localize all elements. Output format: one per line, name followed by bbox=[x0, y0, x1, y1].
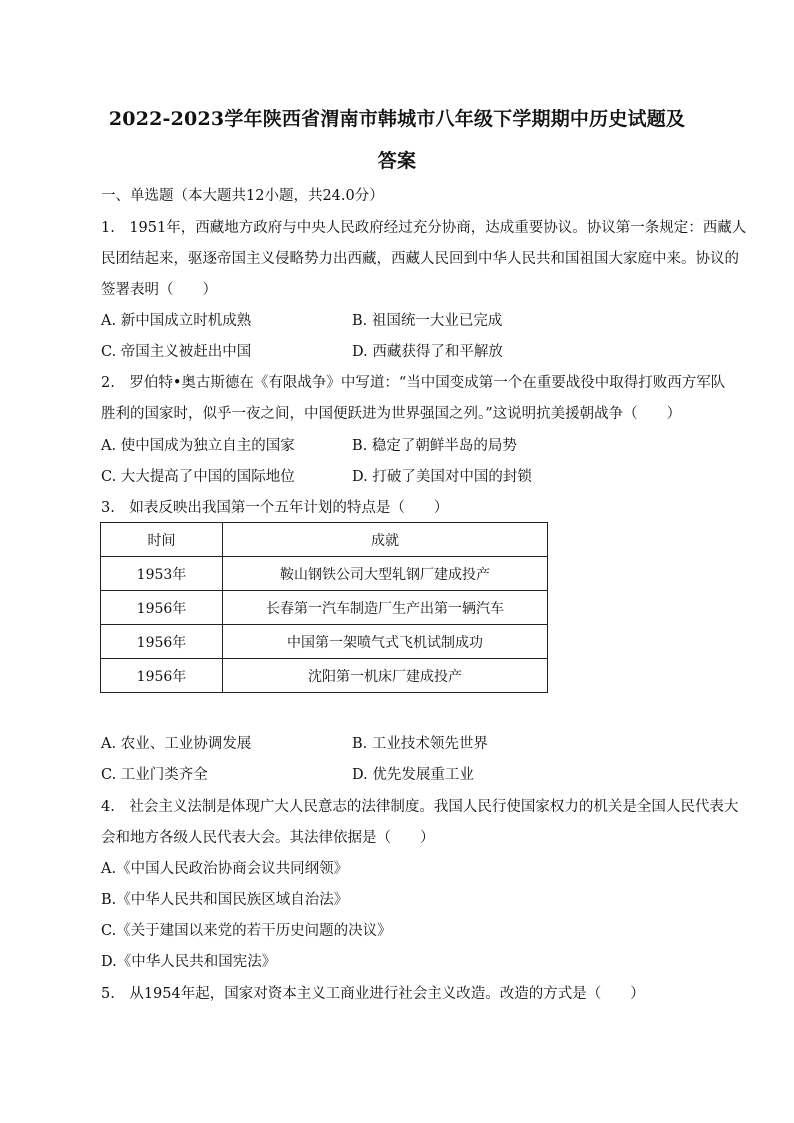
q4-stem-line2: 会和地方各级人民代表大会。其法律依据是（ ） bbox=[101, 830, 435, 846]
q3-option-a: A. 农业、工业协调发展 bbox=[101, 736, 252, 752]
doc-title-line1: 2022-2023学年陕西省渭南市韩城市八年级下学期期中历史试题及 bbox=[108, 108, 686, 130]
table-row bbox=[101, 557, 548, 591]
q1-stem-line1: 1. 1951年，西藏地方政府与中央人民政府经过充分协商，达成重要协议。协议第一条规定：西藏人 bbox=[101, 220, 747, 236]
table-cell: 沈阳第一机床厂建成投产 bbox=[223, 659, 548, 693]
table-row bbox=[101, 659, 548, 693]
q3-option-b: B. 工业技术领先世界 bbox=[352, 736, 488, 752]
q1-option-d: D. 西藏获得了和平解放 bbox=[352, 344, 503, 360]
table-cell: 中国第一架喷气式飞机试制成功 bbox=[223, 625, 548, 659]
q2-option-d: D. 打破了美国对中国的封锁 bbox=[352, 469, 532, 485]
q2-option-b: B. 稳定了朝鲜半岛的局势 bbox=[352, 438, 517, 454]
q3-option-c: C. 工业门类齐全 bbox=[101, 767, 208, 783]
table-cell: 1956年 bbox=[101, 591, 223, 625]
q2-option-c: C. 大大提高了中国的国际地位 bbox=[101, 469, 295, 485]
q1-option-a: A. 新中国成立时机成熟 bbox=[101, 313, 252, 329]
table-header-cell: 成就 bbox=[223, 523, 548, 557]
table-header-cell: 时间 bbox=[101, 523, 223, 557]
table-row bbox=[101, 591, 548, 625]
q3-option-d: D. 优先发展重工业 bbox=[352, 767, 474, 783]
table-header-row bbox=[101, 523, 548, 557]
q4-option-c: C.《关于建国以来党的若干历史问题的决议》 bbox=[101, 923, 392, 939]
q2-option-a: A. 使中国成为独立自主的国家 bbox=[101, 438, 295, 454]
q4-option-d: D.《中华人民共和国宪法》 bbox=[101, 954, 277, 970]
q1-option-c: C. 帝国主义被赶出中国 bbox=[101, 344, 252, 360]
table-cell: 1956年 bbox=[101, 659, 223, 693]
q3-stem: 3. 如表反映出我国第一个五年计划的特点是（ ） bbox=[101, 500, 449, 516]
q5-stem: 5. 从1954年起，国家对资本主义工商业进行社会主义改造。改造的方式是（ ） bbox=[101, 986, 645, 1002]
q2-stem-line2: 胜利的国家时，似乎一夜之间，中国便跃进为世界强国之列。”这说明抗美援朝战争（ ） bbox=[101, 406, 682, 422]
section-heading: 一、单选题（本大题共12小题，共24.0分） bbox=[101, 188, 384, 204]
doc-title-line2: 答案 bbox=[377, 150, 417, 172]
q4-stem-line1: 4. 社会主义法制是体现广大人民意志的法律制度。我国人民行使国家权力的机关是全国人民代表大 bbox=[101, 799, 739, 815]
table-cell: 长春第一汽车制造厂生产出第一辆汽车 bbox=[223, 591, 548, 625]
q2-stem-line1: 2. 罗伯特•奥古斯德在《有限战争》中写道：“当中国变成第一个在重要战役中取得打败西方军队 bbox=[101, 375, 726, 391]
q4-option-a: A.《中国人民政治协商会议共同纲领》 bbox=[101, 861, 349, 877]
q1-option-b: B. 祖国统一大业已完成 bbox=[352, 313, 503, 329]
table-cell: 鞍山钢铁公司大型轧钢厂建成投产 bbox=[223, 557, 548, 591]
table-cell: 1956年 bbox=[101, 625, 223, 659]
q3-table bbox=[100, 522, 548, 693]
q4-option-b: B.《中华人民共和国民族区域自治法》 bbox=[101, 892, 349, 908]
q1-stem-line2: 民团结起来，驱逐帝国主义侵略势力出西藏，西藏人民回到中华人民共和国祖国大家庭中来。协议的 bbox=[101, 251, 739, 267]
q1-stem-line3: 签署表明（ ） bbox=[101, 282, 217, 298]
table-row bbox=[101, 625, 548, 659]
table-cell: 1953年 bbox=[101, 557, 223, 591]
